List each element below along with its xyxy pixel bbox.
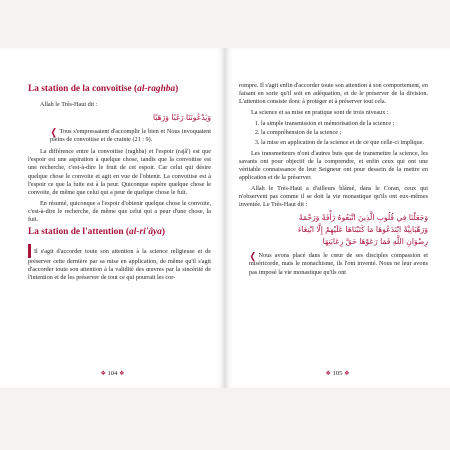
arabic-verse: وَيَدْعُونَنَا رَغَبًا وَرَهَبًا (153, 113, 211, 123)
paragraph: Allah le Très-Haut a d'ailleurs blâmé, dans le Coran, ceux qui n'observent pas comme il se doit la vie monastique qu'ils ont eux-mêmes inventée. Le Très-Haut dit : (239, 185, 428, 209)
heading-convoitise: La station de la convoitise (al-raghba) (28, 84, 179, 94)
right-page (225, 48, 450, 388)
paragraph: rompre. Il s'agit enfin d'accorder toute son attention à son comportement, en faisant en sorte qu'il soit en adéquation, et de le préserver de la division. L'attention consiste donc à protéger et à préserver tout cela. (239, 82, 428, 106)
levels-list (239, 120, 428, 146)
paragraph: Les transmetteurs n'ont d'autres buts que de transmettre la science, les savants ont pour objectif de la comprendre, et enfin ceux qui ont une véritable connaissance de leur Seigneur ont pour dessein de la mettre en application et de la préserver. (239, 149, 428, 181)
paragraph: Il s'agit d'accorder toute son attention à la science religieuse et de préserver cette dernière par sa mise en application, de même qu'il s'agit d'accorder toute son attention à la validité des œuvres par la sincérité de l'intention et de les préserver de tout ce qui pourrait les cor- (28, 244, 211, 282)
paragraph: En résumé, quiconque a l'espoir d'obtenir quelque chose le convoite, c'est-à-dire le recherche, de même que celui qui a peur d'une chose, la fuit. (28, 199, 211, 224)
open-book (0, 48, 450, 388)
quote-mark-icon: ❬ (50, 127, 58, 138)
arabic-verse (239, 212, 428, 248)
paragraph: La science et sa mise en pratique sont de trois niveaux : (251, 109, 389, 117)
ornament-icon: ❖ (344, 370, 350, 377)
ornament-icon: ❖ (119, 370, 125, 377)
arabic-line: وَجَعَلْنَا فِي قُلُوبِ الَّذِينَ اتَّبَعُوهُ رَأْفَةً وَرَحْمَةً (298, 213, 428, 223)
list-item: 1. la simple transmission et mémorisation de la science ; (261, 120, 428, 128)
arabic-line: وَرَهْبَانِيَّةً ابْتَدَعُوهَا مَا كَتَبْنَاهَا عَلَيْهِمْ إِلَّا ابْتِغَاءَ (297, 225, 428, 235)
heading-attention: La station de l'attention (al-ri'âya) (28, 227, 165, 238)
list-item: 2. la compréhension de la science ; (261, 129, 428, 137)
quote-mark-icon: ❬ (249, 251, 257, 262)
ornament-icon: ❖ (100, 370, 106, 377)
page-number-right: ❖ 105 ❖ (325, 369, 350, 377)
page-number-left: ❖ 104 ❖ (100, 369, 125, 377)
dropcap-bar (28, 244, 31, 258)
arabic-line: رِضْوَانِ اللَّهِ فَمَا رَعَوْهَا حَقَّ رِعَايَتِهَا (322, 237, 428, 247)
verse-translation: ❬ Nous avons placé dans le cœur de ses disciples compassion et miséricorde, mais le monachisme, ils l'ont inventé. Nous ne leur avons pas imposé la vie monastique qu'ils ont (249, 251, 428, 276)
verse-intro: Allah le Très-Haut dit : (40, 101, 98, 108)
verse-translation: ❬ Tous s'empressaient d'accomplir le bien et Nous invoquaient pleins de convoitise et de crainte (21 : 9). (50, 127, 211, 144)
paragraph: La différence entre la convoitise (raghba) et l'espoir (rajâ') est que l'espoir est une aspiration à quelque chose, tandis que la convoitise est une recherche, c'est-à-dire le fruit de cet espoir. Car celui qui désire quelque chose le convoite et agit en vue de l'obtenir. La convoitise est à l'espoir ce que la fuite est à la peur. Quiconque espère quelque chose le convoite, de même que celui qui a peur de quelque chose le fuit. (28, 148, 211, 196)
left-page (0, 48, 225, 388)
ornament-icon: ❖ (325, 370, 331, 377)
list-item: 3. la mise en application de la science et de ce que celle-ci implique. (261, 139, 428, 147)
